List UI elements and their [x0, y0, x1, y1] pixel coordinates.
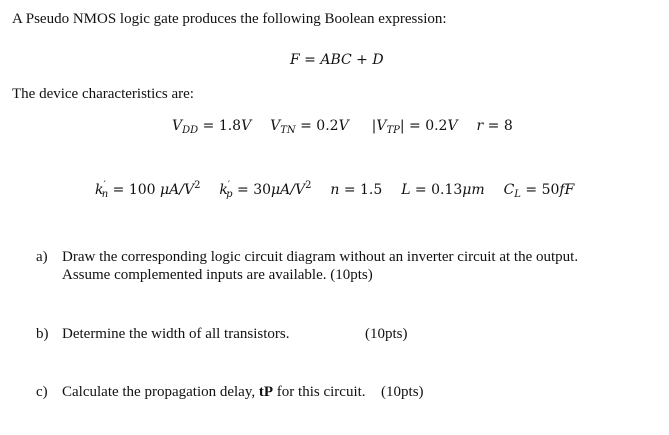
question-c	[36, 384, 424, 401]
question-a-line1: Draw the corresponding logic circuit diagram without an inverter circuit at the output.	[62, 249, 579, 265]
param-r: r = 8	[476, 118, 513, 134]
question-a-label: a)	[36, 249, 48, 265]
question-b-text: Determine the width of all transistors.	[62, 326, 290, 342]
params-row-1	[172, 118, 513, 136]
param-l: L = 0.13μm	[401, 182, 485, 198]
question-c-points: (10pts)	[381, 384, 424, 400]
param-cl: $C_L = 50fF$	[503, 182, 575, 200]
param-n: n = 1.5	[330, 182, 383, 198]
question-b-points: (10pts)	[365, 326, 408, 342]
question-a-points: (10pts)	[330, 267, 373, 283]
question-c-label: c)	[36, 384, 48, 400]
question-a-continuation	[36, 267, 373, 284]
param-kp: $k'_p = 30\mu A/V^2$	[219, 180, 312, 200]
param-vdd: $V_{DD} = 1.8V$	[172, 118, 252, 136]
boolean-expression: F = ABC + D	[290, 52, 384, 68]
param-kn: $k'_n = 100$ $\mu A/V^2$	[95, 180, 201, 200]
question-a	[36, 249, 578, 266]
question-b-label: b)	[36, 326, 49, 342]
question-b	[36, 326, 289, 343]
problem-intro: A Pseudo NMOS logic gate produces the following Boolean expression:	[12, 11, 447, 27]
question-c-tp: tP	[258, 384, 274, 400]
question-c-text-pre: Calculate the propagation delay,	[62, 384, 259, 400]
param-vtp: $|V_{TP}| = 0.2V$	[371, 118, 458, 136]
param-vtn: $V_{TN} = 0.2V$	[270, 118, 349, 136]
question-a-line2: Assume complemented inputs are available.	[62, 267, 327, 283]
device-intro: The device characteristics are:	[12, 86, 194, 102]
question-c-text-post: for this circuit.	[273, 384, 366, 400]
params-row-2	[95, 180, 574, 200]
